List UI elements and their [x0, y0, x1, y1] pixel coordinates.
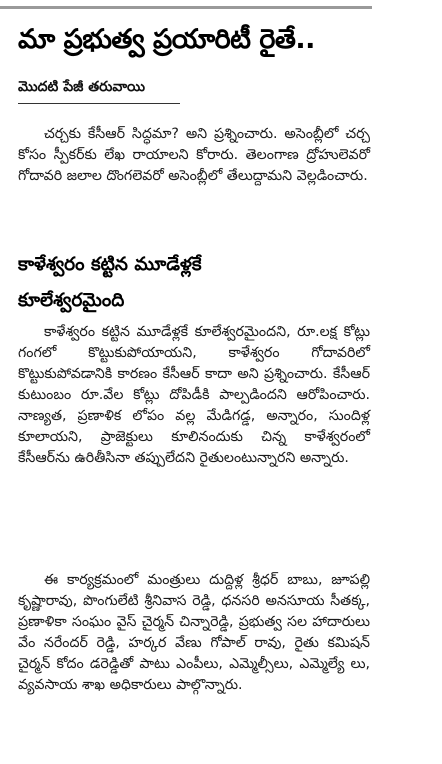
- article-headline: మా ప్రభుత్వ ప్రయారిటీ రైతే..: [18, 24, 315, 55]
- paragraph-3: ఈ కార్యక్రమంలో మంత్రులు దుద్దిళ్ల శ్రీధర్ బాబు, జూపల్లి కృష్ణారావు, పొంగులేటి శ్రీనివాస రెడ్డి, ధనసరి అనసూయ సీతక్క, ప్రణాళికా సంఘం వైస్ చైర్మన్ చిన్నారెడ్డి, ప్రభుత్వ సల హాదారులు వేం నరేందర్ రెడ్డి, హర్కర వేణు గోపాల్ రావు, రైతు కమిషన్ చైర్మన్ కోదం డరెడ్డితో పాటు ఎంపీలు, ఎమ్మెల్సీలు, ఎమ్మెల్యే లు, వ్యవసాయ శాఖ అధికారులు పాల్గొన్నారు.: [18, 572, 370, 693]
- subhead-line-1: కాళేశ్వరం కట్టిన మూడేళ్లకే: [18, 254, 202, 275]
- paragraph-1: చర్చకు కేసీఆర్ సిద్ధమా? అని ప్రశ్నించారు. అసెంబ్లీలో చర్చ కోసం స్పీకర్‌కు లేఖ రాయాలని కోరారు. తెలంగాణ ద్రోహులెవరో గోదావరి జలాల దొంగలెవరో అసెంబ్లీలో తేలుద్దామని వెల్లడించారు.: [18, 126, 370, 184]
- continuation-underline: [18, 103, 180, 104]
- subhead-line-2: కూలేశ్వరమైంది: [18, 290, 125, 311]
- paragraph-2: కాళేశ్వరం కట్టిన మూడేళ్లకే కూలేశ్వరమైందని, రూ.లక్ష కోట్లు గంగలో కొట్టుకుపోయాయని, కాళేశ్వరం గోదావరిలో కొట్టుకుపోవడానికి కారణం కేసీఆర్ కాదా అని ప్రశ్నించారు. కేసీఆర్ కుటుంబం రూ.వేల కోట్లు దోపిడీకి పాల్పడిందని ఆరోపించారు. నాణ్యత, ప్రణాళిక లోపం వల్ల మేడిగడ్డ, అన్నారం, సుందిళ్ల కూలాయని, ప్రాజెక్టులు కూలినందుకు చిన్న కాళేశ్వరంలో కేసీఆర్‌ను ఉరితీసినా తప్పులేదని రైతులంటున్నారని అన్నారు.: [18, 324, 370, 466]
- top-divider: [0, 6, 372, 9]
- continuation-label: మొదటి పేజీ తరువాయి: [18, 79, 145, 95]
